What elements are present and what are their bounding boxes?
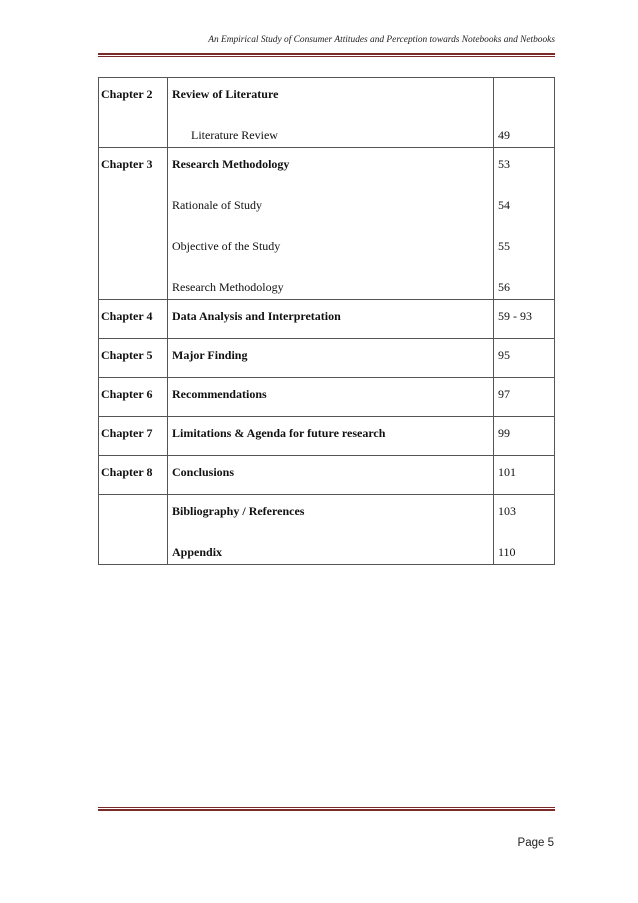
footer-rule: [98, 807, 555, 811]
entry-page: 95: [498, 348, 510, 362]
entry-title: Recommendations: [172, 387, 267, 401]
entry-page: 99: [498, 426, 510, 440]
entry-page: 103: [498, 504, 516, 518]
toc-row-chapter-2: [99, 78, 555, 148]
entry-page: 59 - 93: [498, 309, 532, 323]
entry-page: 55: [498, 239, 510, 253]
chapter-pages: [494, 339, 555, 378]
header-rule: [98, 53, 555, 57]
entry-page: 49: [498, 128, 510, 142]
chapter-pages: [494, 495, 555, 565]
entry-title: Bibliography / References: [172, 504, 305, 518]
entry-title: Research Methodology: [172, 157, 290, 171]
chapter-label: Chapter 5: [99, 339, 168, 378]
chapter-pages: [494, 300, 555, 339]
toc-row-chapter-7: [99, 417, 555, 456]
entry-title: Objective of the Study: [172, 239, 281, 253]
entry-page: 53: [498, 157, 510, 171]
table-of-contents: [98, 77, 555, 565]
chapter-label: Chapter 3: [99, 148, 168, 300]
toc-row-chapter-3: [99, 148, 555, 300]
entry-title: Limitations & Agenda for future research: [172, 426, 386, 440]
chapter-pages: [494, 378, 555, 417]
toc-row-chapter-6: [99, 378, 555, 417]
chapter-entries: [168, 378, 494, 417]
entry-title: Conclusions: [172, 465, 235, 479]
chapter-pages: [494, 78, 555, 148]
entry-page: 101: [498, 465, 516, 479]
toc-row-chapter-8: [99, 456, 555, 495]
chapter-entries: [168, 148, 494, 300]
chapter-pages: [494, 456, 555, 495]
chapter-label: Chapter 4: [99, 300, 168, 339]
chapter-entries: [168, 78, 494, 148]
entry-page: 97: [498, 387, 510, 401]
chapter-entries: [168, 456, 494, 495]
entry-page: 56: [498, 280, 510, 294]
entry-title: Literature Review: [191, 128, 278, 142]
page-number: Page 5: [517, 837, 554, 849]
chapter-entries: [168, 495, 494, 565]
chapter-entries: [168, 339, 494, 378]
entry-page: 54: [498, 198, 510, 212]
chapter-label: Chapter 8: [99, 456, 168, 495]
entry-title: Review of Literature: [172, 87, 279, 101]
entry-title: Appendix: [172, 545, 223, 559]
toc-row-chapter-5: [99, 339, 555, 378]
running-header-title: An Empirical Study of Consumer Attitudes and Perception towards Notebooks and Netbooks: [208, 35, 555, 45]
toc-row-back-matter: [99, 495, 555, 565]
entry-title: Rationale of Study: [172, 198, 262, 212]
chapter-entries: [168, 417, 494, 456]
chapter-label: Chapter 7: [99, 417, 168, 456]
entry-page: [498, 78, 550, 119]
chapter-label: [99, 495, 168, 565]
entry-page: 110: [498, 545, 516, 559]
chapter-pages: [494, 417, 555, 456]
entry-title: Research Methodology: [172, 280, 284, 294]
chapter-entries: [168, 300, 494, 339]
chapter-label: Chapter 2: [99, 78, 168, 148]
toc-row-chapter-4: [99, 300, 555, 339]
entry-title: Data Analysis and Interpretation: [172, 309, 341, 323]
entry-title: Major Finding: [172, 348, 248, 362]
chapter-pages: [494, 148, 555, 300]
chapter-label: Chapter 6: [99, 378, 168, 417]
